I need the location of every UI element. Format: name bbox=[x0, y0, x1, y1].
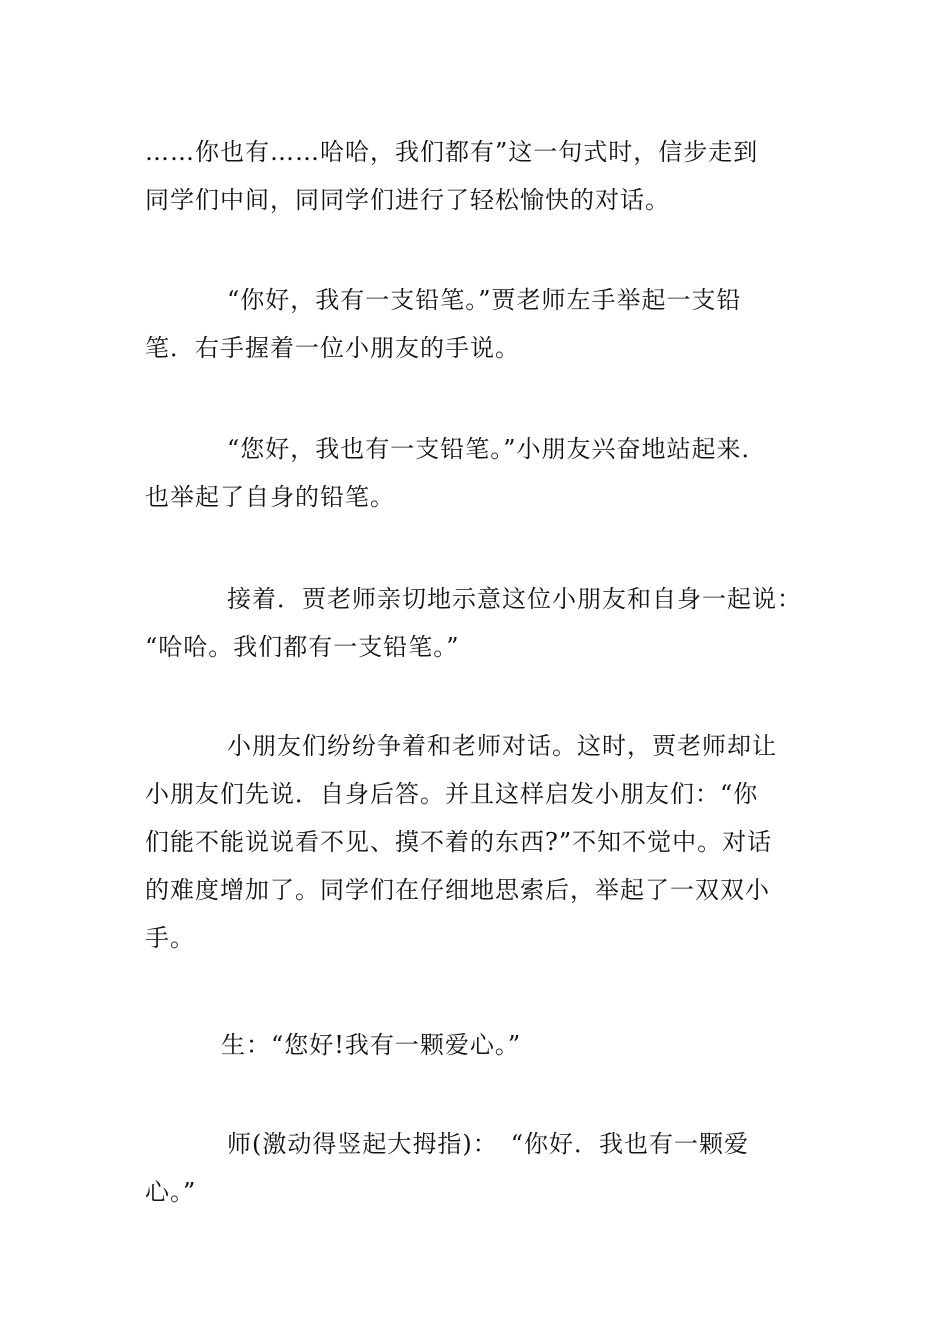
paragraph-5-line-2: 小朋友们先说．自身后答。并且这样启发小朋友们：“你 bbox=[145, 780, 759, 808]
paragraph-2-line-2: 笔．右手握着一位小朋友的手说。 bbox=[145, 334, 520, 362]
paragraph-5-line-3: 们能不能说说看不见、摸不着的东西?”不知不觉中。对话 bbox=[145, 828, 773, 856]
paragraph-4 bbox=[145, 575, 815, 671]
paragraph-4-line-1: 接着．贾老师亲切地示意这位小朋友和自身一起说： bbox=[227, 585, 802, 613]
paragraph-3-line-2: 也举起了自身的铅笔。 bbox=[145, 483, 395, 511]
paragraph-1-line-1: ……你也有……哈哈，我们都有”这一句式时，信步走到 bbox=[145, 138, 759, 166]
paragraph-1 bbox=[145, 128, 815, 224]
paragraph-2 bbox=[145, 276, 815, 372]
paragraph-1-line-2: 同学们中间，同同学们进行了轻松愉快的对话。 bbox=[145, 186, 670, 214]
paragraph-7 bbox=[145, 1120, 815, 1216]
paragraph-7-line-1: 师(激动得竖起大拇指)： “你好．我也有一颗爱 bbox=[227, 1130, 749, 1158]
paragraph-5-line-1: 小朋友们纷纷争着和老师对话。这时，贾老师却让 bbox=[227, 732, 777, 760]
paragraph-2-line-1: “你好，我有一支铅笔。”贾老师左手举起一支铅 bbox=[227, 286, 742, 314]
paragraph-6-line-1: 生：“您好!我有一颗爱心。” bbox=[221, 1031, 522, 1059]
paragraph-3-line-1: “您好，我也有一支铅笔。”小朋友兴奋地站起来． bbox=[227, 435, 767, 463]
paragraph-5 bbox=[145, 722, 815, 962]
paragraph-6 bbox=[145, 1021, 815, 1069]
paragraph-5-line-5: 手。 bbox=[145, 924, 195, 952]
paragraph-4-line-2: “哈哈。我们都有一支铅笔。” bbox=[145, 633, 460, 661]
paragraph-7-line-2: 心。” bbox=[145, 1178, 197, 1206]
paragraph-3 bbox=[145, 425, 815, 521]
paragraph-5-line-4: 的难度增加了。同学们在仔细地思索后，举起了一双双小 bbox=[145, 876, 770, 904]
